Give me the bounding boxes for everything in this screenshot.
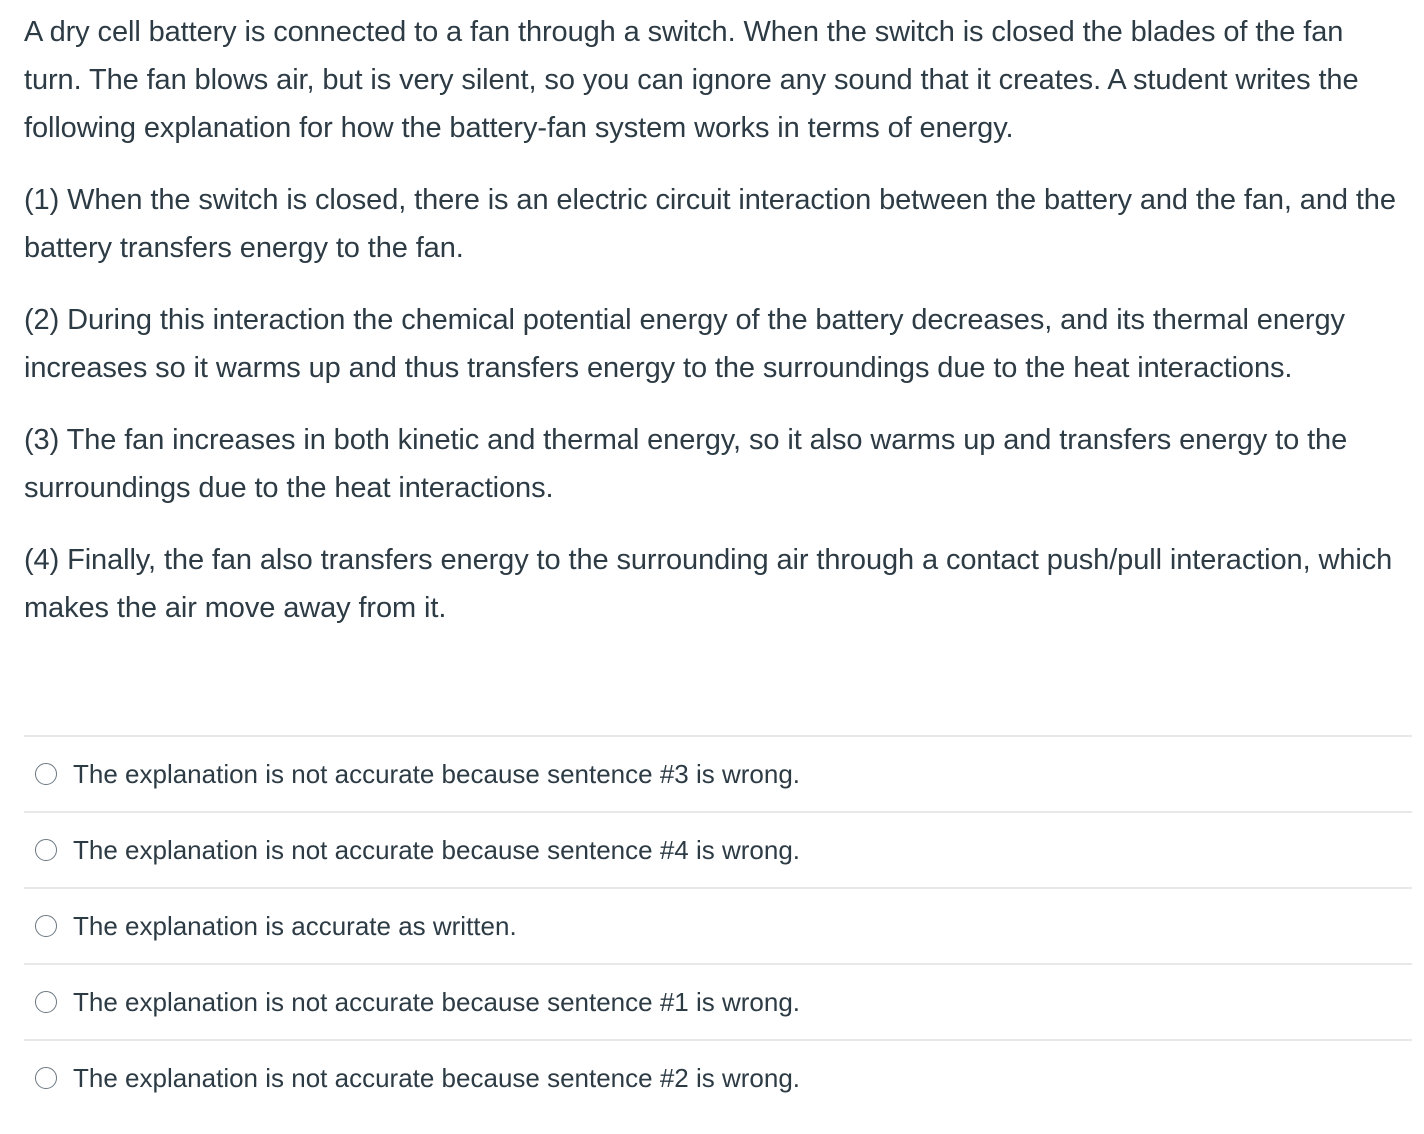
radio-button[interactable] xyxy=(35,915,57,937)
question-stem xyxy=(24,8,1404,632)
answer-label: The explanation is not accurate because sentence #3 is wrong. xyxy=(73,759,801,789)
answer-option-4[interactable] xyxy=(24,965,1412,1041)
question-intro: A dry cell battery is connected to a fan through a switch. When the switch is closed the blades of the fan turn. The fan blows air, but is very silent, so you can ignore any sound that it creates. A student writes the following explanation for how the battery-fan system works in terms of energy. xyxy=(24,16,1359,144)
question-container xyxy=(0,8,1424,1134)
answer-label: The explanation is accurate as written. xyxy=(73,911,517,941)
answer-label: The explanation is not accurate because sentence #4 is wrong. xyxy=(73,835,801,865)
answer-list xyxy=(24,735,1412,1115)
answer-label: The explanation is not accurate because sentence #2 is wrong. xyxy=(73,1063,801,1093)
answer-option-5[interactable] xyxy=(24,1041,1412,1115)
sentence-1: (1) When the switch is closed, there is an electric circuit interaction between the battery and the fan, and the battery transfers energy to the fan. xyxy=(24,184,1396,264)
sentence-4: (4) Finally, the fan also transfers energy to the surrounding air through a contact push/pull interaction, which makes the air move away from it. xyxy=(24,544,1393,624)
answer-option-2[interactable] xyxy=(24,813,1412,889)
sentence-2: (2) During this interaction the chemical potential energy of the battery decreases, and its thermal energy increases so it warms up and thus transfers energy to the surroundings due to the heat interactions. xyxy=(24,304,1345,384)
radio-button[interactable] xyxy=(35,1067,57,1089)
radio-button[interactable] xyxy=(35,839,57,861)
radio-button[interactable] xyxy=(35,763,57,785)
radio-button[interactable] xyxy=(35,991,57,1013)
sentence-3: (3) The fan increases in both kinetic and thermal energy, so it also warms up and transfers energy to the surroundings due to the heat interactions. xyxy=(24,424,1348,504)
answer-option-1[interactable] xyxy=(24,737,1412,813)
answer-label: The explanation is not accurate because sentence #1 is wrong. xyxy=(73,987,801,1017)
answer-option-3[interactable] xyxy=(24,889,1412,965)
